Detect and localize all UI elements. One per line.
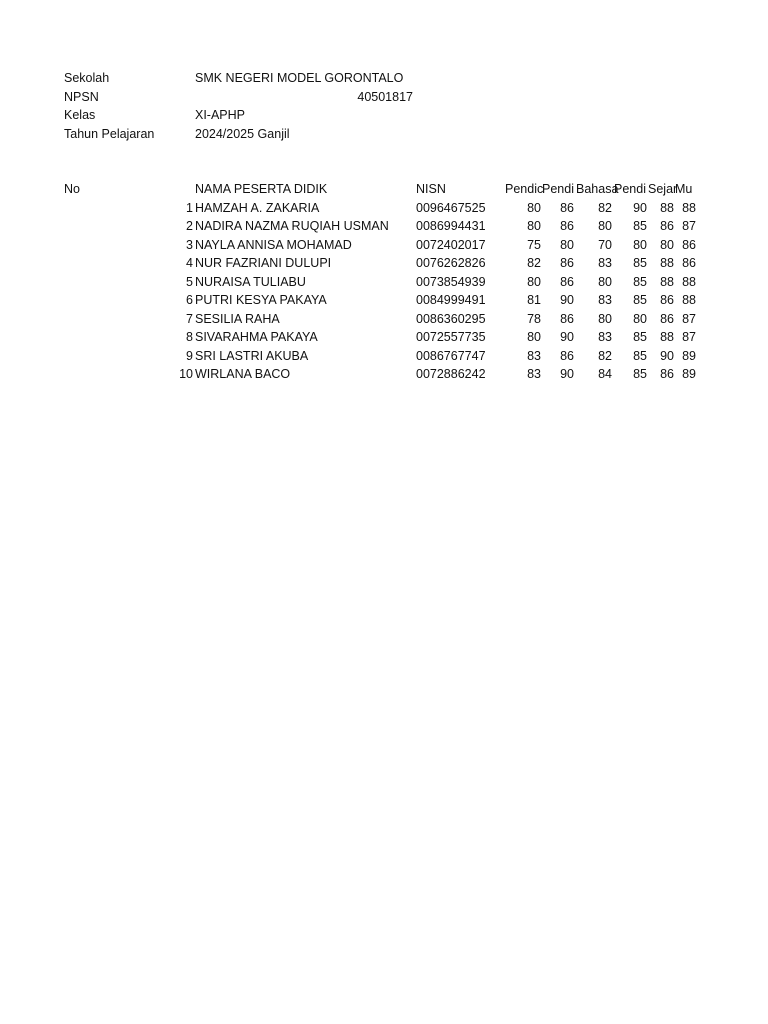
row-score-5: 86 — [660, 367, 674, 382]
row-score-1: 78 — [527, 311, 541, 326]
header-nama: NAMA PESERTA DIDIK — [195, 182, 328, 196]
row-nisn: 0086767747 — [416, 348, 486, 363]
row-no: 9 — [186, 348, 193, 363]
tahun-label: Tahun Pelajaran — [64, 126, 155, 141]
row-score-6: 89 — [682, 348, 696, 363]
row-score-5: 88 — [660, 330, 674, 345]
row-score-1: 75 — [527, 237, 541, 252]
row-nisn: 0076262826 — [416, 256, 486, 271]
row-score-3: 83 — [598, 256, 612, 271]
header-subject-6: Mu — [675, 182, 693, 196]
row-score-2: 86 — [560, 274, 574, 289]
row-name: SIVARAHMA PAKAYA — [195, 330, 318, 345]
row-score-5: 86 — [660, 311, 674, 326]
row-score-3: 83 — [598, 330, 612, 345]
row-score-2: 86 — [560, 348, 574, 363]
row-no: 5 — [186, 274, 193, 289]
row-score-1: 83 — [527, 348, 541, 363]
row-score-1: 83 — [527, 367, 541, 382]
row-score-2: 86 — [560, 219, 574, 234]
row-no: 2 — [186, 219, 193, 234]
row-score-6: 87 — [682, 330, 696, 345]
row-score-3: 80 — [598, 219, 612, 234]
header-subject-2: Pendi — [542, 182, 574, 196]
row-score-2: 86 — [560, 311, 574, 326]
row-score-3: 83 — [598, 293, 612, 308]
row-score-5: 88 — [660, 274, 674, 289]
row-name: NUR FAZRIANI DULUPI — [195, 256, 332, 271]
row-score-1: 80 — [527, 330, 541, 345]
row-no: 8 — [186, 330, 193, 345]
row-no: 6 — [186, 293, 193, 308]
row-nisn: 0072402017 — [416, 237, 486, 252]
row-score-6: 87 — [682, 311, 696, 326]
header-subject-1: Pendic — [505, 182, 544, 196]
row-score-4: 80 — [633, 311, 647, 326]
row-score-2: 90 — [560, 293, 574, 308]
row-score-1: 80 — [527, 200, 541, 215]
row-score-2: 90 — [560, 367, 574, 382]
row-score-3: 80 — [598, 274, 612, 289]
row-score-4: 85 — [633, 330, 647, 345]
row-score-6: 89 — [682, 367, 696, 382]
row-no: 10 — [179, 367, 193, 382]
row-score-4: 80 — [633, 237, 647, 252]
row-no: 1 — [186, 200, 193, 215]
npsn-label: NPSN — [64, 89, 99, 104]
row-no: 4 — [186, 256, 193, 271]
row-score-4: 85 — [633, 219, 647, 234]
row-name: NURAISA TULIABU — [195, 274, 306, 289]
header-no: No — [64, 182, 80, 196]
row-score-3: 70 — [598, 237, 612, 252]
row-score-1: 80 — [527, 219, 541, 234]
row-score-5: 88 — [660, 200, 674, 215]
row-score-1: 81 — [527, 293, 541, 308]
row-score-3: 84 — [598, 367, 612, 382]
row-name: HAMZAH A. ZAKARIA — [195, 200, 320, 215]
row-score-1: 80 — [527, 274, 541, 289]
row-score-2: 86 — [560, 256, 574, 271]
row-score-5: 80 — [660, 237, 674, 252]
row-score-4: 85 — [633, 348, 647, 363]
row-score-2: 86 — [560, 200, 574, 215]
kelas-value: XI-APHP — [195, 108, 246, 122]
kelas-label: Kelas — [64, 108, 96, 122]
row-score-1: 82 — [527, 256, 541, 271]
row-score-4: 85 — [633, 256, 647, 271]
row-score-4: 85 — [633, 367, 647, 382]
header-subject-4: Pendi — [614, 182, 646, 196]
row-nisn: 0096467525 — [416, 200, 486, 215]
row-score-6: 86 — [682, 237, 696, 252]
row-score-6: 87 — [682, 219, 696, 234]
row-score-2: 90 — [560, 330, 574, 345]
row-name: SRI LASTRI AKUBA — [195, 348, 309, 363]
row-score-5: 86 — [660, 219, 674, 234]
row-name: WIRLANA BACO — [195, 367, 291, 382]
row-name: NAYLA ANNISA MOHAMAD — [195, 237, 352, 252]
row-score-6: 88 — [682, 293, 696, 308]
row-score-4: 85 — [633, 293, 647, 308]
row-no: 7 — [186, 311, 193, 326]
row-nisn: 0073854939 — [416, 274, 486, 289]
header-subject-3: Bahasa — [576, 182, 619, 196]
tahun-value: 2024/2025 Ganjil — [195, 126, 290, 141]
row-name: SESILIA RAHA — [195, 311, 280, 326]
row-score-4: 85 — [633, 274, 647, 289]
row-score-3: 82 — [598, 348, 612, 363]
row-nisn: 0072557735 — [416, 330, 486, 345]
header-subject-5: Sejar — [648, 182, 678, 196]
row-score-5: 90 — [660, 348, 674, 363]
row-nisn: 0086994431 — [416, 219, 486, 234]
row-nisn: 0086360295 — [416, 311, 486, 326]
row-no: 3 — [186, 237, 193, 252]
row-score-5: 86 — [660, 293, 674, 308]
row-score-3: 82 — [598, 200, 612, 215]
row-score-5: 88 — [660, 256, 674, 271]
sekolah-value: SMK NEGERI MODEL GORONTALO — [195, 71, 404, 85]
npsn-value: 40501817 — [357, 89, 413, 104]
row-score-3: 80 — [598, 311, 612, 326]
row-score-6: 88 — [682, 274, 696, 289]
row-nisn: 0072886242 — [416, 367, 486, 382]
row-name: NADIRA NAZMA RUQIAH USMAN — [195, 219, 389, 234]
sekolah-label: Sekolah — [64, 71, 110, 85]
row-nisn: 0084999491 — [416, 293, 486, 308]
row-score-6: 86 — [682, 256, 696, 271]
row-score-6: 88 — [682, 200, 696, 215]
row-score-2: 80 — [560, 237, 574, 252]
row-name: PUTRI KESYA PAKAYA — [195, 293, 327, 308]
row-score-4: 90 — [633, 200, 647, 215]
header-nisn: NISN — [416, 182, 446, 196]
